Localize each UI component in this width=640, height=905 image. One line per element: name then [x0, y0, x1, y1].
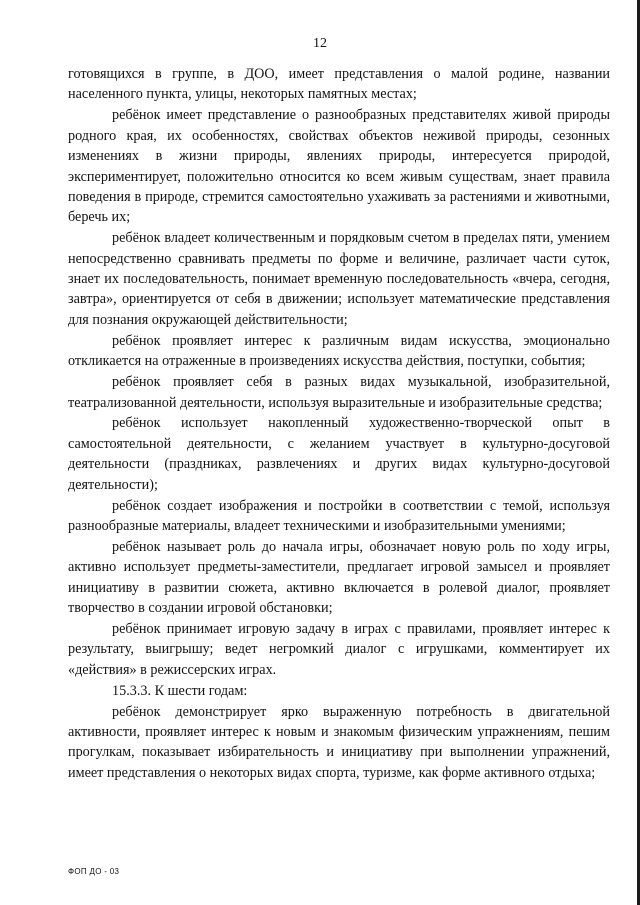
paragraph-motor-activity: ребёнок демонстрирует ярко выраженную потребность в двигательной активности, проявляет интерес к новым и знакомым физическим упражнениям, пешим прогулкам, показывает избирательность и инициативу при выполнении упражнений, имеет представления о некоторых видах спорта, туризме, как форме активного отдыха;: [68, 703, 610, 781]
paragraph-art-interest: ребёнок проявляет интерес к различным видам искусства, эмоционально откликается на отраженные в произведениях искусства действия, поступки, события;: [68, 332, 610, 370]
paragraph-creative-experience: ребёнок использует накопленный художественно-творческой опыт в самостоятельной деятельности, с желанием участвует в культурно-досуговой деятельности (праздниках, развлечениях и других видах культурно-досуговой деятельности);: [68, 415, 610, 493]
page-body: [68, 64, 610, 784]
paragraph-continuation: готовящихся в группе, в ДОО, имеет представления о малой родине, названии населенного пункта, улицы, некоторых памятных местах;: [68, 66, 610, 103]
paragraph-rule-games: ребёнок принимает игровую задачу в играх с правилами, проявляет интерес к результату, выигрышу; ведет негромкий диалог с игрушками, комментирует их «действия» в режиссерских играх.: [68, 620, 610, 678]
paragraph-art-activities: ребёнок проявляет себя в разных видах музыкальной, изобразительной, театрализованной деятельности, используя выразительные и изобразительные средства;: [68, 374, 610, 411]
paragraph-role-play: ребёнок называет роль до начала игры, обозначает новую роль по ходу игры, активно использует предметы-заместители, предлагает игровой замысел и проявляет инициативу в развитии сюжета, активно включается в ролевой диалог, проявляет творчество в создании игровой обстановки;: [68, 538, 610, 617]
paragraph-images-buildings: ребёнок создает изображения и постройки в соответствии с темой, используя разнообразные материалы, владеет техническими и изобразительными умениями;: [68, 497, 610, 534]
section-heading-six-years: 15.3.3. К шести годам:: [112, 682, 248, 699]
paragraph-math: ребёнок владеет количественным и порядковым счетом в пределах пяти, умением непосредственно сравнивать предметы по форме и величине, различает части суток, знает их последовательность, понимает временную последовательность «вчера, сегодня, завтра», ориентируется от себя в движении; использует математические представления для познания окружающей действительности;: [68, 230, 610, 328]
paragraph-nature: ребёнок имеет представление о разнообразных представителях живой природы родного края, их особенностях, свойствах объектов неживой природы, сезонных изменениях в жизни природы, явлениях природы, интересуется природой, экспериментирует, положительно относится ко всем живым существам, знает правила поведения в природе, стремится самостоятельно ухаживать за растениями и животными, беречь их;: [68, 107, 610, 226]
footer-document-code: ФОП ДО - 03: [68, 867, 120, 876]
page-number: 12: [313, 36, 327, 51]
